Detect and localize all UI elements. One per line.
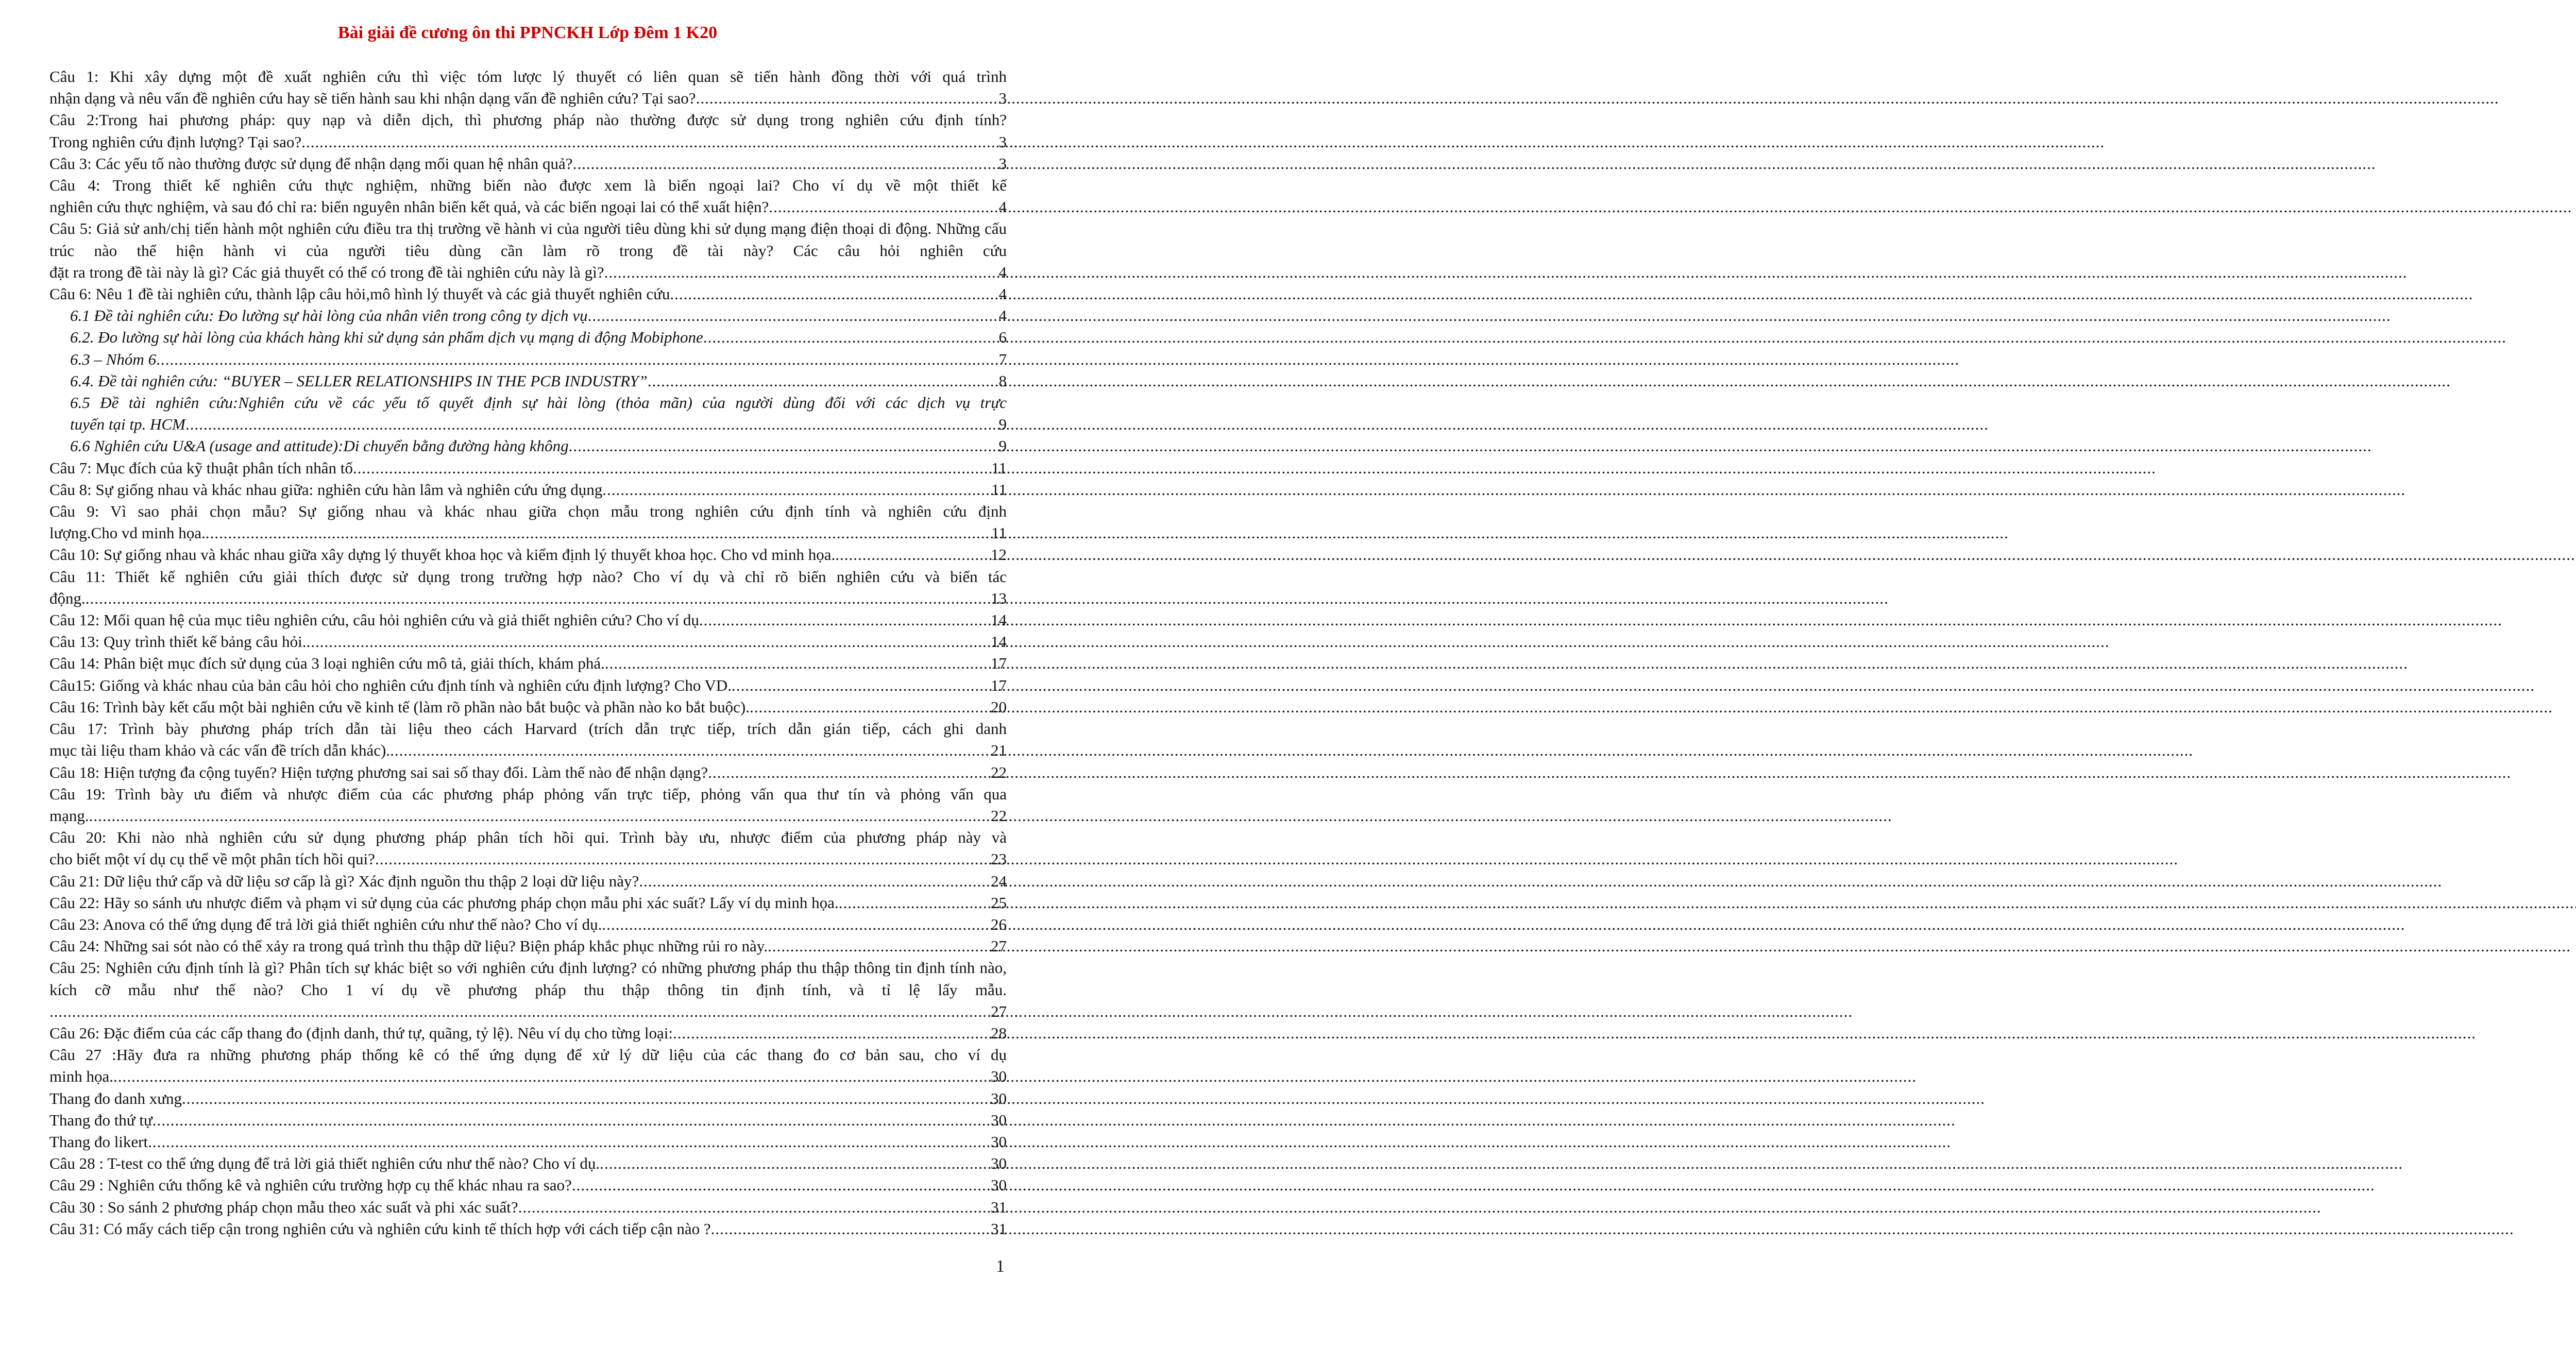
toc-page-number: 31	[991, 1198, 1007, 1216]
toc-entry[interactable]	[49, 935, 1007, 957]
toc-entry-line	[70, 349, 1007, 370]
toc-page-number: 4	[998, 198, 1007, 216]
dot-leader	[185, 414, 998, 435]
toc-entry-title: Câu 24: Những sai sót nào có thể xảy ra trong quá trình thu thập dữ liệu? Biện pháp khắc phục những rủi ro này.	[49, 937, 768, 956]
dot-leader	[602, 914, 990, 935]
toc-entry-title: Thang đo likert	[49, 1132, 148, 1151]
toc-subentry[interactable]	[49, 370, 1007, 392]
toc-subentry[interactable]	[49, 435, 1007, 457]
toc-entry-line	[49, 262, 1007, 283]
dot-leader	[353, 457, 990, 479]
toc-entry-title: đặt ra trong đề tài này là gì? Các giả thuyết có thể có trong đề tài nghiên cứu này là gì?	[49, 263, 604, 281]
toc-entry-line	[49, 479, 1007, 501]
toc-entry-title: 6.2. Đo lường sự hài lòng của khách hàng khi sử dụng sản phẩm dịch vụ mạng di động Mobiphone	[70, 328, 703, 347]
toc-page-number: 22	[991, 763, 1007, 781]
toc-entry-text: Câu 17: Trình bày phương pháp trích dẫn tài liệu theo cách Harvard (trích dẫn trực tiếp, trích dẫn gián tiếp, cách ghi danh	[49, 720, 1007, 738]
page-number: 1	[996, 1257, 1005, 1276]
toc-entry[interactable]	[49, 566, 1007, 609]
toc-entry[interactable]	[49, 783, 1007, 827]
toc-entry-title: Câu 28 : T-test co thể ứng dụng để trả lời giả thiết nghiên cứu như thế nào? Cho ví dụ.	[49, 1154, 600, 1173]
toc-entry-title: Câu 12: Mối quan hệ của mục tiêu nghiên cứu, câu hỏi nghiên cứu và giả thiết nghiên cứu? Cho ví dụ	[49, 611, 699, 629]
toc-page-number: 9	[998, 437, 1007, 455]
toc-entry[interactable]	[49, 914, 1007, 935]
toc-page-number: 17	[991, 676, 1007, 694]
toc-page-number: 30	[991, 1067, 1007, 1086]
toc-entry-title: cho biết một ví dụ cụ thể về một phân tích hồi qui?	[49, 850, 375, 868]
dot-leader	[839, 892, 990, 914]
toc-entry-line	[49, 153, 1007, 175]
toc-entry[interactable]	[49, 501, 1007, 544]
toc-subentry[interactable]	[49, 327, 1007, 348]
toc-entry-line	[49, 88, 1007, 109]
dot-leader	[648, 370, 998, 392]
document-page	[0, 0, 1055, 1365]
toc-entry-title: Thang đo danh xưng	[49, 1089, 182, 1107]
toc-entry[interactable]	[49, 1088, 1007, 1110]
toc-page-number: 7	[998, 350, 1007, 368]
toc-page-number: 8	[998, 371, 1007, 390]
toc-entry-title: lượng.Cho vd minh họa.	[49, 524, 206, 542]
dot-leader	[604, 262, 997, 283]
toc-page-number: 27	[991, 937, 1007, 956]
toc-entry[interactable]	[49, 1110, 1007, 1131]
toc-page-number: 11	[991, 524, 1007, 542]
toc-page-number: 12	[991, 545, 1007, 564]
dot-leader	[182, 1088, 990, 1110]
dot-leader	[518, 1197, 990, 1218]
toc-entry-title: Câu 18: Hiện tượng đa cộng tuyến? Hiện tượng phương sai sai số thay đổi. Làm thế nào để nhận dạng?	[49, 763, 708, 781]
toc-entry-title: Câu 8: Sự giống nhau và khác nhau giữa: nghiên cứu hàn lâm và nghiên cứu ứng dụng	[49, 480, 603, 499]
dot-leader	[156, 349, 997, 370]
toc-page-number: 31	[991, 1219, 1007, 1238]
toc-entry[interactable]	[49, 631, 1007, 653]
toc-entry-title: Câu 29 : Nghiên cứu thống kê và nghiên cứu trường hợp cụ thể khác nhau ra sao?	[49, 1176, 572, 1195]
toc-entry-line	[70, 370, 1007, 392]
toc-entry-title: Câu 16: Trình bày kết cấu một bài nghiên cứu về kinh tế (làm rõ phần nào bắt buộc và phần nào ko bắt buộc).	[49, 697, 750, 716]
toc-entry-line	[49, 196, 1007, 218]
dot-leader	[49, 1001, 990, 1022]
toc-entry-title: Câu 13: Quy trình thiết kế bảng câu hỏi.	[49, 633, 307, 651]
toc-entry-text: Câu 19: Trình bày ưu điểm và nhược điểm của các phương pháp phỏng vấn trực tiếp, phỏng vấn qua thư tín và phỏng vấn qua	[49, 784, 1007, 803]
toc-entry-line	[49, 740, 1007, 761]
toc-entry-line	[49, 653, 1007, 674]
toc-entry[interactable]	[49, 109, 1007, 152]
toc-page-number: 4	[998, 263, 1007, 281]
toc-page-number: 11	[991, 480, 1007, 499]
toc-entry-title: Câu 31: Có mấy cách tiếp cận trong nghiên cứu và nghiên cứu kinh tế thích hợp với cách tiếp cận nào ?	[49, 1219, 711, 1238]
toc-entry[interactable]	[49, 1153, 1007, 1174]
toc-entry[interactable]	[49, 153, 1007, 175]
dot-leader	[301, 131, 997, 153]
toc-entry-title: nhận dạng và nêu vấn đề nghiên cứu hay sẽ tiến hành sau khi nhận dạng vấn đề nghiên cứu? Tại sao?	[49, 89, 696, 108]
toc-entry[interactable]	[49, 544, 1007, 566]
toc-entry-title: 6.4. Đề tài nghiên cứu: “BUYER – SELLER RELATIONSHIPS IN THE PCB INDUSTRY”	[70, 371, 648, 390]
toc-subentry[interactable]	[49, 305, 1007, 327]
toc-entry[interactable]	[49, 1044, 1007, 1087]
toc-entry-line	[49, 588, 1007, 609]
toc-entry[interactable]	[49, 457, 1007, 479]
toc-entry-line	[70, 305, 1007, 327]
dot-leader	[602, 479, 990, 501]
dot-leader	[605, 653, 990, 674]
toc-entry-line	[49, 1001, 1007, 1022]
toc-page-number: 24	[991, 872, 1007, 890]
table-of-contents	[49, 66, 1007, 1240]
toc-entry-title: Câu 30 : So sánh 2 phương pháp chọn mẫu theo xác suất và phi xác suất?	[49, 1198, 518, 1216]
dot-leader	[600, 1153, 990, 1174]
toc-entry-text: Câu 25: Nghiên cứu định tính là gì? Phân tích sự khác biệt so với nghiên cứu định lượng? có những phương pháp thu thập thông tin định tính nào, kích cỡ mẫu như thế nào? Cho 1 ví dụ về phương pháp thu thập thông tin định tính, và tỉ lệ lấy mẫu.	[49, 959, 1007, 999]
toc-entry-line	[49, 457, 1007, 479]
toc-entry-title: Câu 10: Sự giống nhau và khác nhau giữa xây dựng lý thuyết khoa học và kiểm định lý thuyết khoa học. Cho vd minh họa.	[49, 545, 836, 564]
toc-entry-title: Câu 3: Các yếu tố nào thường được sử dụng để nhận dạng mối quan hệ nhân quả?	[49, 154, 573, 173]
toc-entry-line	[49, 131, 1007, 153]
dot-leader	[588, 305, 998, 327]
toc-page-number: 14	[991, 611, 1007, 629]
toc-entry[interactable]	[49, 653, 1007, 674]
toc-page-number: 4	[998, 285, 1007, 303]
dot-leader	[673, 1022, 990, 1044]
toc-page-number: 30	[991, 1111, 1007, 1129]
toc-entry-line	[49, 935, 1007, 957]
toc-entry[interactable]	[49, 1218, 1007, 1240]
toc-entry-line	[49, 544, 1007, 566]
toc-page-number: 3	[998, 154, 1007, 173]
toc-subentry[interactable]	[49, 349, 1007, 370]
toc-entry[interactable]	[49, 718, 1007, 761]
toc-page-number: 3	[998, 89, 1007, 108]
dot-leader	[699, 609, 990, 631]
dot-leader	[703, 327, 998, 348]
toc-entry-line	[49, 1110, 1007, 1131]
toc-entry[interactable]	[49, 1131, 1007, 1153]
toc-entry-line	[70, 327, 1007, 348]
toc-entry-text: Câu 5: Giả sử anh/chị tiến hành một nghiên cứu điều tra thị trường về hành vi của người tiêu dùng khi sử dụng mạng điện thoại di động. Những cấu trúc nào thể hiện hành vi của người tiêu dùng cần làm rõ trong đề tài này? Các câu hỏi nghiên cứu	[49, 219, 1007, 260]
toc-page-number: 21	[991, 741, 1007, 760]
toc-page-number: 30	[991, 1089, 1007, 1107]
toc-entry-title: Câu 6: Nêu 1 đề tài nghiên cứu, thành lập câu hỏi,mô hình lý thuyết và các giả thuyết nghiên cứu	[49, 285, 670, 303]
toc-entry-text: Câu 1: Khi xây dựng một đề xuất nghiên cứu thì việc tóm lược lý thuyết có liên quan sẽ tiến hành đồng thời với quá trình	[49, 67, 1007, 86]
toc-entry[interactable]	[49, 957, 1007, 1022]
toc-entry-line	[49, 1197, 1007, 1218]
toc-subentry[interactable]	[49, 392, 1007, 435]
toc-entry-title: Câu 7: Mục đích của kỹ thuật phân tích nhân tố	[49, 458, 353, 477]
dot-leader	[306, 631, 990, 653]
toc-page-number: 20	[991, 697, 1007, 716]
dot-leader	[708, 762, 990, 783]
toc-entry-line	[49, 762, 1007, 783]
toc-entry-title: Câu15: Giống và khác nhau của bản câu hỏi cho nghiên cứu định tính và nghiên cứu định lượng? Cho VD.	[49, 676, 732, 694]
toc-page-number: 13	[991, 589, 1007, 607]
toc-entry-line	[49, 1218, 1007, 1240]
toc-page-number: 26	[991, 915, 1007, 933]
toc-entry-title: mục tài liệu tham khảo và các vấn đề trích dẫn khác).	[49, 741, 391, 760]
toc-entry-line	[49, 1022, 1007, 1044]
toc-entry-text: 6.5 Đề tài nghiên cứu:Nghiên cứu về các yếu tố quyết định sự hài lòng (thỏa mãn) của người dùng đối với các dịch vụ trực	[70, 394, 1007, 412]
dot-leader	[769, 196, 997, 218]
toc-entry-title: minh họa.	[49, 1067, 113, 1086]
toc-entry-line	[49, 609, 1007, 631]
dot-leader	[206, 522, 990, 544]
toc-entry-text: Câu 4: Trong thiết kế nghiên cứu thực nghiệm, những biến nào được xem là biến ngoại lai? Cho ví dụ về một thiết kế	[49, 176, 1007, 195]
dot-leader	[639, 871, 990, 892]
toc-page-number: 30	[991, 1132, 1007, 1151]
toc-entry-line	[49, 1174, 1007, 1196]
toc-page-number: 3	[998, 132, 1007, 151]
toc-entry-title: Câu 23: Anova có thể ứng dụng để trả lời giả thiết nghiên cứu như thế nào? Cho ví dụ.	[49, 915, 602, 933]
toc-page-number: 17	[991, 654, 1007, 673]
dot-leader	[113, 1066, 990, 1087]
dot-leader	[835, 544, 990, 566]
toc-entry-text: Câu 11: Thiết kế nghiên cứu giải thích được sử dụng trong trường hợp nào? Cho ví dụ và chỉ rõ biến nghiên cứu và biến tác	[49, 567, 1007, 586]
toc-entry[interactable]	[49, 479, 1007, 501]
toc-entry-title: nghiên cứu thực nghiệm, và sau đó chỉ ra: biến nguyên nhân biến kết quả, và các biến ngoại lai có thể xuất hiện?	[49, 198, 769, 216]
toc-entry-line	[49, 1066, 1007, 1087]
dot-leader	[696, 88, 998, 109]
toc-entry-title: Câu 21: Dữ liệu thứ cấp và dữ liệu sơ cấp là gì? Xác định nguồn thu thập 2 loại dữ liệu này?	[49, 872, 639, 890]
dot-leader	[573, 153, 998, 175]
toc-page-number: 9	[998, 415, 1007, 434]
toc-entry[interactable]	[49, 675, 1007, 696]
toc-entry-line	[49, 1088, 1007, 1110]
dot-leader	[711, 1218, 990, 1240]
toc-entry-title: Câu 26: Đặc điểm của các cấp thang đo (định danh, thứ tự, quãng, tỷ lệ). Nêu ví dụ cho từng loại:	[49, 1023, 673, 1042]
toc-entry-line	[49, 871, 1007, 892]
toc-page-number: 14	[991, 633, 1007, 651]
dot-leader	[732, 675, 990, 696]
toc-entry-line	[49, 283, 1007, 305]
toc-entry-text: Câu 20: Khi nào nhà nghiên cứu sử dụng phương pháp phân tích hồi qui. Trình bày ưu, nhược điểm của phương pháp này và	[49, 828, 1007, 847]
toc-entry-line	[49, 914, 1007, 935]
dot-leader	[148, 1131, 990, 1153]
dot-leader	[572, 1174, 990, 1196]
toc-entry[interactable]	[49, 1022, 1007, 1044]
toc-entry-line	[49, 696, 1007, 718]
toc-entry-text: Câu 9: Vì sao phải chọn mẫu? Sự giống nhau và khác nhau giữa chọn mẫu trong nghiên cứu định tính và nghiên cứu định	[49, 502, 1007, 521]
toc-page-number: 25	[991, 893, 1007, 912]
toc-entry[interactable]	[49, 283, 1007, 305]
toc-entry-line	[49, 675, 1007, 696]
toc-entry-title: 6.3 – Nhóm 6	[70, 350, 157, 368]
toc-entry[interactable]	[49, 762, 1007, 783]
toc-page-number: 23	[991, 850, 1007, 868]
toc-page-number: 22	[991, 806, 1007, 825]
toc-entry-title: Câu 14: Phân biệt mục đích sử dụng của 3 loại nghiên cứu mô tả, giải thích, khám phá.	[49, 654, 605, 673]
toc-entry-title: 6.6 Nghiên cứu U&A (usage and attitude):Di chuyển bằng đường hàng không	[70, 437, 569, 455]
dot-leader	[390, 740, 990, 761]
toc-entry-title: Trong nghiên cứu định lượng? Tại sao?	[49, 132, 302, 151]
toc-entry-title: 6.1 Đề tài nghiên cứu: Đo lường sự hài lòng của nhân viên trong công ty dịch vụ	[70, 306, 588, 325]
toc-entry[interactable]	[49, 218, 1007, 283]
toc-entry-title: Câu 22: Hãy so sánh ưu nhược điểm và phạm vi sử dụng của các phương pháp chọn mẫu phi xác suất? Lấy ví dụ minh họa.	[49, 893, 839, 912]
toc-page-number: 27	[991, 1002, 1007, 1020]
toc-entry[interactable]	[49, 696, 1007, 718]
toc-entry-title: Thang đo thứ tự	[49, 1111, 152, 1129]
toc-page-number: 30	[991, 1176, 1007, 1195]
dot-leader	[375, 848, 990, 870]
dot-leader	[768, 935, 990, 957]
toc-entry[interactable]	[49, 871, 1007, 892]
dot-leader	[569, 435, 998, 457]
toc-entry-line	[49, 1153, 1007, 1174]
toc-entry-line	[49, 892, 1007, 914]
toc-entry[interactable]	[49, 175, 1007, 218]
toc-entry-line	[70, 414, 1007, 435]
dot-leader	[152, 1110, 990, 1131]
toc-page-number: 28	[991, 1023, 1007, 1042]
dot-leader	[86, 588, 990, 609]
dot-leader	[750, 696, 990, 718]
toc-page-number: 30	[991, 1154, 1007, 1173]
toc-entry-text: Câu 27 :Hãy đưa ra những phương pháp thống kê có thể ứng dụng để xử lý dữ liệu của các thang đo cơ bản sau, cho ví dụ	[49, 1046, 1007, 1064]
dot-leader	[89, 805, 990, 827]
toc-page-number: 4	[998, 306, 1007, 325]
toc-entry[interactable]	[49, 1197, 1007, 1218]
toc-entry-line	[49, 805, 1007, 827]
toc-entry-text: Câu 2:Trong hai phương pháp: quy nạp và diễn dịch, thì phương pháp nào thường được sử dụng trong nghiên cứu định tính?	[49, 111, 1007, 129]
toc-entry-line	[49, 631, 1007, 653]
toc-entry[interactable]	[49, 609, 1007, 631]
toc-entry[interactable]	[49, 892, 1007, 914]
toc-entry-line	[49, 522, 1007, 544]
dot-leader	[670, 283, 997, 305]
document-title: Bài giải đề cương ôn thi PPNCKH Lớp Đêm 1 K20	[337, 23, 718, 42]
toc-entry-title: mạng.	[49, 806, 89, 825]
toc-entry[interactable]	[49, 1174, 1007, 1196]
toc-entry-line	[49, 1131, 1007, 1153]
toc-page-number: 6	[998, 328, 1007, 347]
toc-entry[interactable]	[49, 827, 1007, 870]
toc-page-number: 11	[991, 458, 1007, 477]
toc-entry[interactable]	[49, 66, 1007, 109]
toc-entry-line	[49, 848, 1007, 870]
toc-entry-title: tuyến tại tp. HCM	[70, 415, 185, 434]
toc-entry-title: động.	[49, 589, 86, 607]
toc-entry-line	[70, 435, 1007, 457]
